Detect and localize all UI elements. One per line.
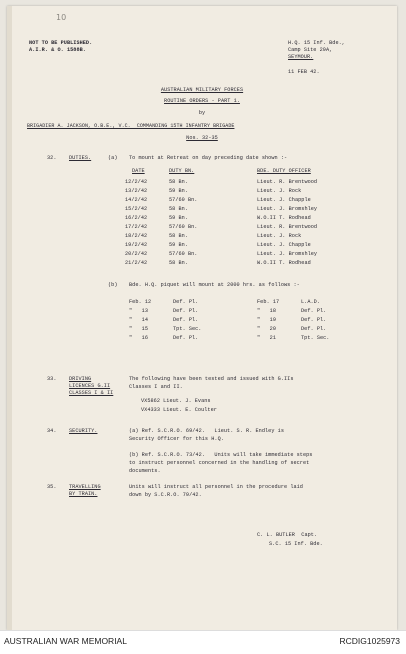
row-date: 13/2/42 [125,188,148,194]
piquet-unit: Def. Pl. [173,317,199,323]
row-date: 19/2/42 [125,242,148,248]
item-34-heading: SECURITY. [69,428,98,434]
row-unit: 57/60 Bn. [169,197,198,203]
row-unit: 58 Bn. [169,233,188,239]
row-unit: 57/60 Bn. [169,251,198,257]
item-34-a-text-1: (a) Ref. S.C.R.O. 69/42. Lieut. S. R. Endley is [129,428,284,434]
row-officer: Lieut. J. Bromshley [257,206,318,212]
row-unit: 57/60 Bn. [169,224,198,230]
item-33-person: VX5862 Lieut. J. Evans [141,398,211,404]
row-officer: Lieut. J. Rock [257,188,302,194]
item-33-number: 33. [47,376,57,382]
item-33-text-2: Classes I and II. [129,384,183,390]
item-33-heading-3: CLASSES I & II [69,390,114,396]
row-officer: Lieut. R. Brentwood [257,224,318,230]
item-33-text: The following have been tested and issued with G.IIs [129,376,294,382]
row-date: 21/2/42 [125,260,148,266]
piquet-unit: Def. Pl. [301,308,327,314]
row-officer: Lieut. J. Chapple [257,197,311,203]
row-date: 20/2/42 [125,251,148,257]
piquet-date: " 21 [257,335,276,341]
item-32-b-text: Bde. H.Q. piquet will mount at 2000 hrs. as follows :- [129,282,300,288]
piquet-unit: Def. Pl. [173,299,199,305]
row-officer: W.O.II T. Rodhead [257,260,311,266]
piquet-unit: Tpt. Sec. [301,335,330,341]
item-32-a-label: (a) [108,155,118,161]
archive-name: AUSTRALIAN WAR MEMORIAL [4,636,127,646]
item-35-text-1: Units will instruct all personnel in the procedure laid [129,484,303,490]
row-officer: Lieut. J. Chapple [257,242,311,248]
document-page [7,6,397,630]
signature-name: C. L. BUTLER Capt. [257,532,318,538]
item-34-b-text-2: to instruct personnel concerned in the handling of secret [129,460,310,466]
piquet-date: " 15 [129,326,148,332]
row-unit: 58 Bn. [169,179,188,185]
item-33-person: VX4333 Lieut. E. Coulter [141,407,217,413]
title-numbers: Nos. 32-35 [186,135,218,141]
title-commander: BRIGADIER A. JACKSON, O.B.E., V.C. COMMANDING 15TH INFANTRY BRIGADE [27,123,235,129]
row-unit: 59 Bn. [169,188,188,194]
piquet-date: Feb. 17 [257,299,280,305]
signature-role: S.C. 15 Inf. Bde. [269,541,323,547]
row-unit: 59 Bn. [169,242,188,248]
item-32-number: 32. [47,155,57,161]
piquet-date: " 19 [257,317,276,323]
item-32-b-label: (b) [108,282,118,288]
title-forces: AUSTRALIAN MILITARY FORCES [160,87,244,93]
row-date: 16/2/42 [125,215,148,221]
piquet-date: Feb. 12 [129,299,152,305]
title-by: by [198,110,206,116]
piquet-date: " 18 [257,308,276,314]
item-35-number: 35. [47,484,57,490]
row-officer: W.O.II T. Rodhead [257,215,311,221]
header-restriction: NOT TO BE PUBLISHED. [29,40,93,46]
header-date: 11 FEB 42. [288,69,320,75]
item-34-b-text-3: documents. [129,468,161,474]
item-33-heading-2: LICENCES G.II [69,383,111,389]
row-unit: 58 Bn. [169,206,188,212]
item-34-b-text-1: (b) Ref. S.C.R.O. 73/42. Units will take immediate steps [129,452,313,458]
row-officer: Lieut. J. Rock [257,233,302,239]
piquet-unit: Def. Pl. [173,308,199,314]
header-hq: H.Q. 15 Inf. Bde., [288,40,345,46]
row-date: 15/2/42 [125,206,148,212]
piquet-unit: Def. Pl. [301,326,327,332]
piquet-unit: Def. Pl. [173,335,199,341]
piquet-date: " 14 [129,317,148,323]
piquet-unit: Tpt. Sec. [173,326,202,332]
row-date: 18/2/42 [125,233,148,239]
piquet-unit: Def. Pl. [301,317,327,323]
archive-footer [0,630,406,654]
item-35-heading-2: BY TRAIN. [69,491,98,497]
piquet-date: " 13 [129,308,148,314]
title-routine-orders: ROUTINE ORDERS - PART 1. [164,98,240,104]
item-35-text-2: down by S.C.R.O. 79/42. [129,492,202,498]
row-officer: Lieut. R. Brentwood [257,179,318,185]
duty-col-officer: BDE. DUTY OFFICER [257,168,311,174]
piquet-date: " 20 [257,326,276,332]
duty-col-date: DATE [132,168,145,174]
piquet-unit: L.A.D. [301,299,320,305]
header-location: SEYMOUR. [288,54,314,60]
item-35-heading-1: TRAVELLING [69,484,101,490]
row-date: 12/2/42 [125,179,148,185]
row-officer: Lieut. J. Bromshley [257,251,318,257]
header-reference: A.I.R. & O. 1588B. [29,47,86,53]
item-33-heading-1: DRIVING [69,376,92,382]
item-32-a-text: To mount at Retreat on day preceding date shown :- [129,155,288,161]
row-date: 14/2/42 [125,197,148,203]
piquet-date: " 16 [129,335,148,341]
item-34-number: 34. [47,428,57,434]
item-32-heading: DUTIES. [69,155,92,161]
row-unit: 59 Bn. [169,215,188,221]
item-34-a-text-2: Security Officer for this H.Q. [129,436,224,442]
row-unit: 58 Bn. [169,260,188,266]
header-camp: Camp Site 29A, [288,47,333,53]
duty-col-unit: DUTY BN. [169,168,195,174]
pencil-mark: 10 [56,13,67,22]
row-date: 17/2/42 [125,224,148,230]
archive-id: RCDIG1025973 [339,636,400,646]
